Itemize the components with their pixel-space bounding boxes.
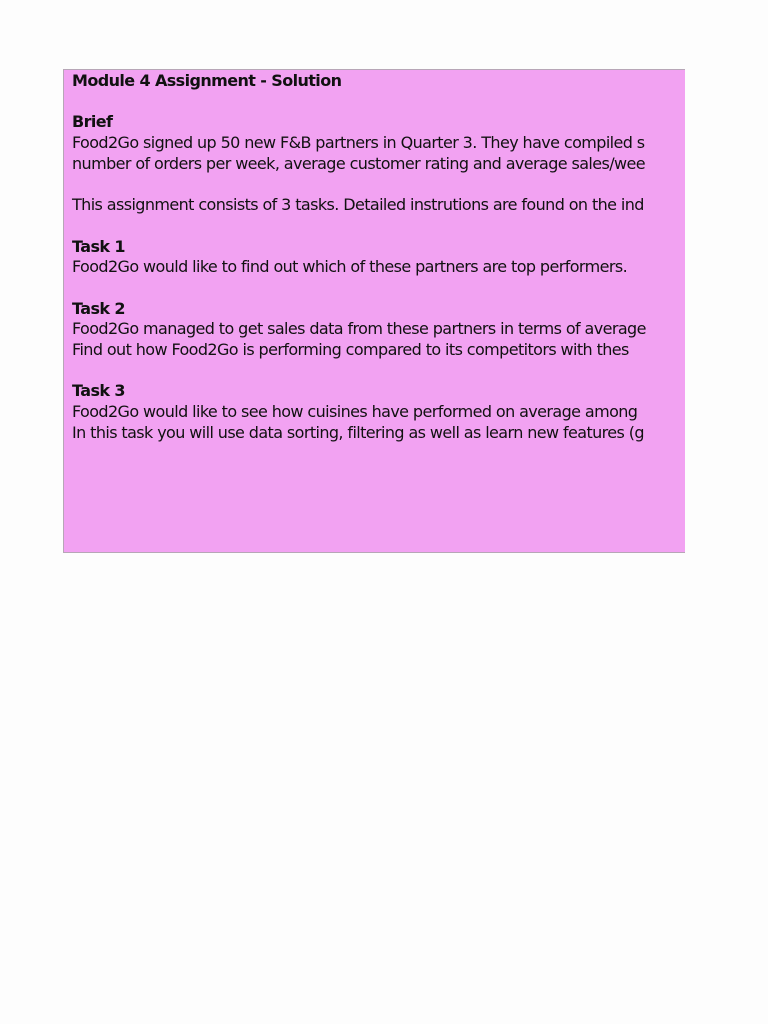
task-1-heading: Task 1 xyxy=(72,236,125,256)
task-3-line: In this task you will use data sorting, filtering as well as learn new features (g xyxy=(72,422,644,442)
brief-line: Food2Go signed up 50 new F&B partners in Quarter 3. They have compiled s xyxy=(72,133,645,153)
spacer xyxy=(72,278,685,299)
intro-line: This assignment consists of 3 tasks. Detailed instrutions are found on the ind xyxy=(72,195,644,215)
assignment-title: Module 4 Assignment - Solution xyxy=(72,71,342,90)
spacer xyxy=(72,92,685,113)
task-2-heading: Task 2 xyxy=(72,298,125,318)
task-3-line: Food2Go would like to see how cuisines have performed on average among xyxy=(72,402,638,421)
spacer xyxy=(72,216,685,237)
brief-line: number of orders per week, average customer rating and average sales/wee xyxy=(72,153,646,173)
task-1-line: Food2Go would like to find out which of these partners are top performers. xyxy=(72,257,628,277)
spacer xyxy=(72,174,685,195)
task-2-line: Food2Go managed to get sales data from these partners in terms of average xyxy=(72,319,646,339)
assignment-textbox[interactable] xyxy=(63,69,685,553)
task-3-heading: Task 3 xyxy=(72,381,125,401)
spacer xyxy=(72,361,685,382)
brief-heading: Brief xyxy=(72,112,113,132)
task-2-line: Find out how Food2Go is performing compared to its competitors with thes xyxy=(72,339,629,359)
